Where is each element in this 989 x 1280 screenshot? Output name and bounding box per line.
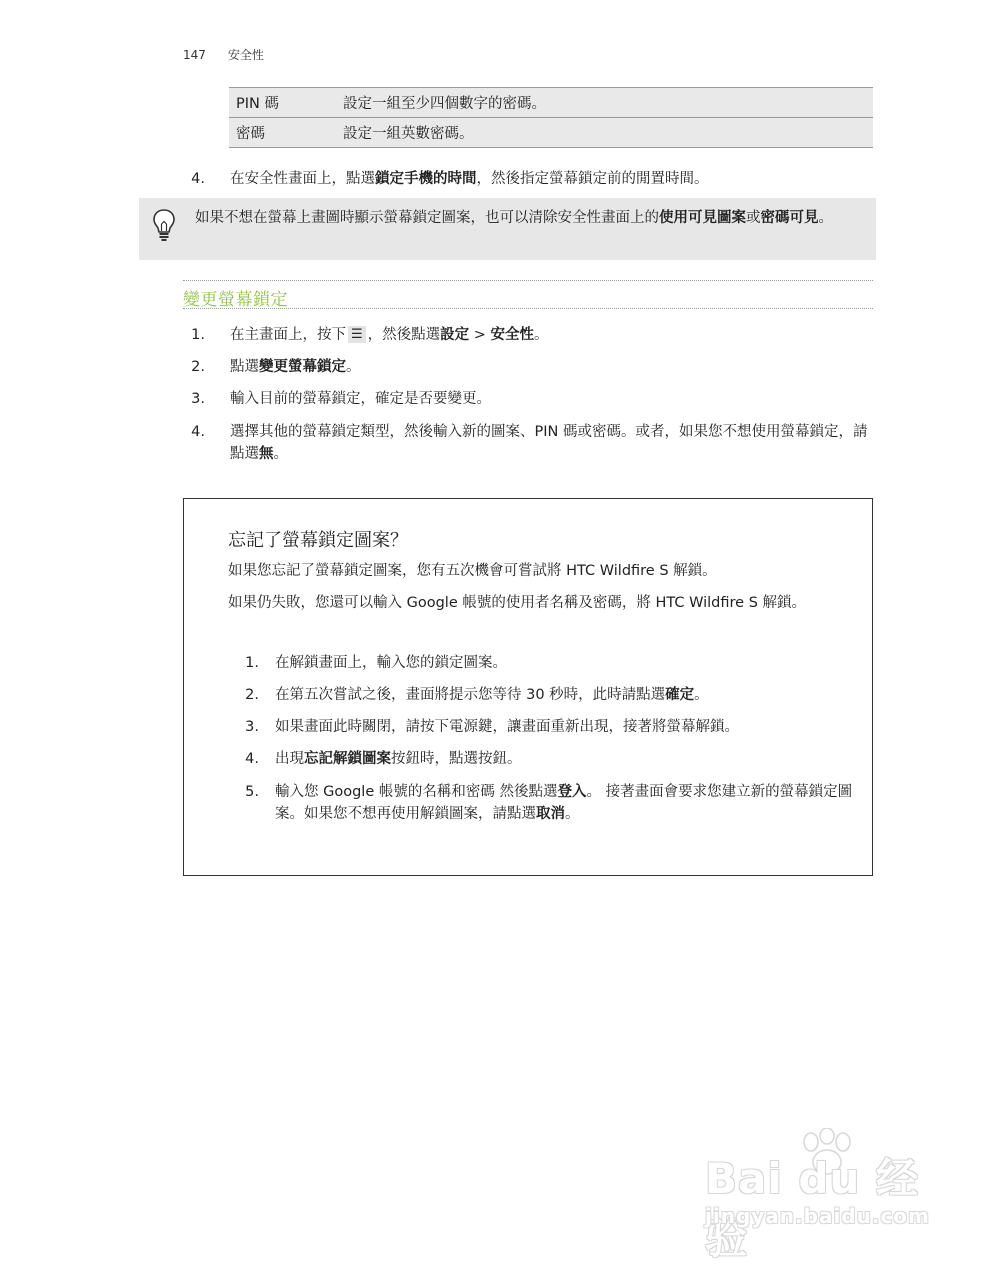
text-run: ，然後點選: [367, 327, 441, 343]
text-run: 。: [694, 687, 709, 703]
list-item: [183, 324, 873, 346]
text-run: >: [469, 327, 491, 343]
text-run: 在安全性畫面上，點選: [230, 171, 375, 187]
step-number: 2.: [245, 687, 259, 703]
ui-term: 確定: [665, 687, 695, 703]
list-item: [228, 652, 853, 674]
desc-cell: 設定一組至少四個數字的密碼。: [336, 88, 873, 118]
desc-cell: 設定一組英數密碼。: [336, 118, 873, 148]
ui-term: 安全性: [490, 327, 535, 343]
text-run: 在第五次嘗試之後，畫面將提示您等待 30 秒時，此時請點選: [275, 687, 666, 703]
ui-term: 變更螢幕鎖定: [259, 359, 346, 375]
text-run: 。: [565, 806, 580, 822]
text-run: 輸入您 Google 帳號的名稱和密碼 然後點選: [275, 784, 558, 800]
term-cell: 密碼: [229, 118, 336, 148]
list-item: [183, 168, 873, 190]
step-text: 在解鎖畫面上，輸入您的鎖定圖案。: [275, 655, 507, 671]
tip-box: [139, 198, 876, 260]
ui-term: 無: [259, 446, 274, 462]
list-item: [228, 781, 853, 825]
text-run: 或: [746, 210, 761, 226]
step-number: 3.: [245, 719, 259, 735]
page-header: [183, 46, 264, 63]
box-paragraph: 如果您忘記了螢幕鎖定圖案，您有五次機會可嘗試將 HTC Wildfire S 解鎖。: [228, 563, 717, 579]
box-paragraph: 如果仍失敗，您還可以輸入 Google 帳號的使用者名稱及密碼，將 HTC Wildfire S 解鎖。: [228, 595, 807, 611]
step-number: 3.: [191, 391, 205, 407]
step-text: [230, 324, 549, 346]
step-number: 1.: [191, 327, 205, 343]
ui-term: 忘記解鎖圖案: [304, 751, 391, 767]
ui-term: 設定: [440, 327, 470, 343]
table-row: [229, 88, 873, 118]
list-item: [228, 716, 853, 738]
step-text: [230, 356, 361, 378]
list-item: [183, 421, 873, 465]
ui-term: 鎖定手機的時間: [375, 171, 477, 187]
list-item: [183, 388, 873, 410]
text-run: 。: [273, 446, 288, 462]
menu-icon: ☰: [348, 326, 366, 343]
section-divider-top: [183, 280, 873, 281]
step-number: 5.: [245, 784, 259, 800]
page-number: 147: [183, 48, 206, 62]
step-text: [230, 421, 873, 465]
text-run: 點選: [230, 359, 259, 375]
ui-term: 取消: [536, 806, 565, 822]
step-text: [275, 684, 709, 706]
list-item: [228, 684, 853, 706]
text-run: ，然後指定螢幕鎖定前的閒置時間。: [476, 171, 709, 187]
tip-text: [195, 207, 865, 229]
step-number: 1.: [245, 655, 259, 671]
text-run: 選擇其他的螢幕鎖定類型，然後輸入新的圖案、PIN 碼或密碼。或者，如果您不想使用螢幕鎖定，請點選: [230, 424, 868, 462]
list-item: [228, 748, 853, 770]
text-run: 按鈕時，點選按鈕。: [391, 751, 522, 767]
step-number: 4.: [191, 424, 205, 440]
ui-term: 密碼可見: [760, 210, 819, 226]
watermark-url: jingyan.baidu.com: [705, 1204, 930, 1228]
text-run: 。: [818, 210, 833, 226]
step-text: 輸入目前的螢幕鎖定，確定是否要變更。: [230, 391, 491, 407]
text-run: 。 接著畫面會要求您建立新的螢幕鎖定圖案。如果您不想再使用解鎖圖案，請點選: [275, 784, 853, 822]
header-section-title: 安全性: [227, 48, 264, 62]
text-run: 在主畫面上，按下: [230, 327, 346, 343]
box-title: 忘記了螢幕鎖定圖案？: [228, 530, 408, 551]
text-run: 如果不想在螢幕上畫圖時顯示螢幕鎖定圖案，也可以清除安全性畫面上的: [195, 210, 659, 226]
step-number: 2.: [191, 359, 205, 375]
text-run: 。: [346, 359, 361, 375]
step-number: 4.: [191, 171, 205, 187]
list-item: [183, 356, 873, 378]
text-run: 。: [534, 327, 549, 343]
lock-type-table: [229, 87, 873, 148]
section-divider-bottom: [183, 308, 873, 309]
section-heading: 變更螢幕鎖定: [183, 290, 288, 310]
ui-term: 登入: [557, 784, 587, 800]
step-text: 如果畫面此時關閉，請按下電源鍵，讓畫面重新出現，接著將螢幕解鎖。: [275, 719, 739, 735]
baidu-watermark: [705, 1128, 935, 1263]
watermark-brand: Bai du 经验: [705, 1154, 919, 1263]
step-number: 4.: [245, 751, 259, 767]
lightbulb-icon: [152, 208, 176, 246]
text-run: 出現: [275, 751, 304, 767]
step-text: [275, 748, 522, 770]
table-row: [229, 118, 873, 148]
step-text: [275, 781, 859, 825]
term-cell: PIN 碼: [229, 88, 336, 118]
ui-term: 使用可見圖案: [659, 210, 746, 226]
step-text: [230, 168, 709, 190]
